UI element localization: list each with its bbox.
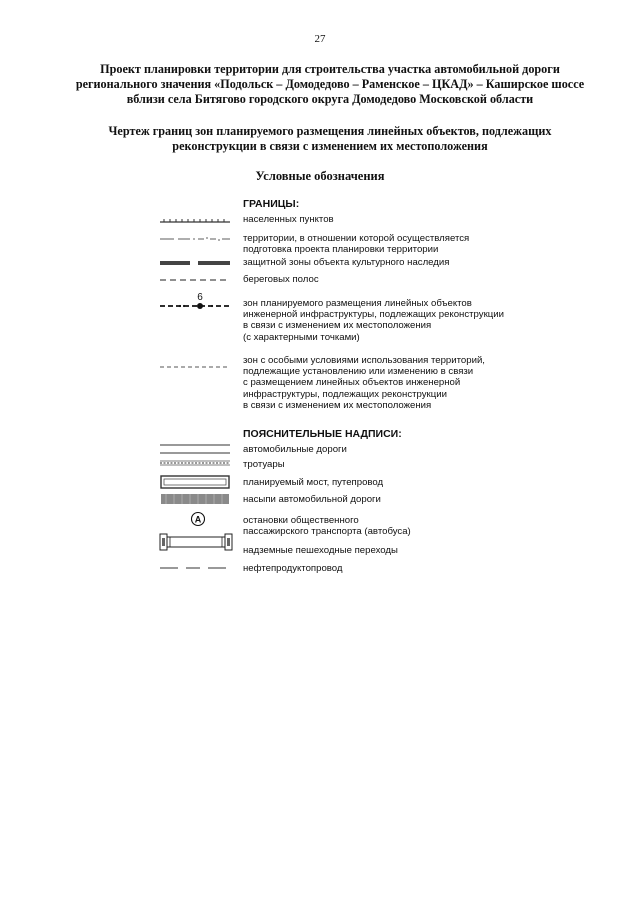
document-title — [60, 62, 600, 107]
note-item-sidewalk — [243, 459, 563, 470]
oil-pipeline-icon — [160, 564, 232, 572]
sidewalk-icon — [160, 459, 232, 467]
characteristic-point-number: 6 — [197, 292, 203, 303]
legend-text-line: (с характерными точками) — [243, 331, 360, 343]
boundary-item-settlements — [243, 214, 563, 225]
note-item-bus-stop — [243, 515, 563, 537]
legend-text-line: пассажирского транспорта (автобуса) — [243, 526, 411, 538]
legend-text-line: с размещением линейных объектов инженерной — [243, 377, 461, 389]
legend-text-line: в связи с изменением их местоположения — [243, 399, 432, 411]
pedestrian-crossing-icon — [160, 531, 232, 553]
title-line: вблизи села Битягово городского округа Домодедово Московской области — [126, 92, 534, 106]
bus-stop-icon — [160, 511, 232, 527]
note-item-oil-pipeline — [243, 563, 563, 574]
embankment-icon — [160, 493, 232, 505]
planning-territory-boundary-icon — [160, 234, 232, 244]
legend-text-line: подлежащие установлению или изменению в связи — [243, 366, 474, 378]
legend-text-line: береговых полос — [243, 274, 319, 285]
legend-text-line: территории, в отношении которой осуществляется — [243, 233, 470, 244]
legend-text-line: насыпи автомобильной дороги — [243, 494, 381, 505]
legend-text-line: тротуары — [243, 459, 285, 470]
legend-heading: Условные обозначения — [255, 169, 385, 183]
legend-text-line: нефтепродуктопровод — [243, 563, 343, 574]
bus-stop-letter: А — [194, 514, 202, 525]
heritage-protection-zone-icon — [160, 259, 232, 267]
legend-text-line: подготовка проекта планировки территории — [243, 244, 439, 256]
coastal-strip-icon — [160, 276, 232, 284]
boundary-item-heritage-zone — [243, 257, 563, 268]
legend-text-line: зон с особыми условиями использования территорий, — [243, 355, 485, 366]
legend-text-line: зон планируемого размещения линейных объектов — [243, 298, 472, 309]
settlement-boundary-icon — [160, 216, 232, 226]
boundary-item-linear-objects-zone — [243, 298, 563, 343]
page-number: 27 — [314, 33, 326, 45]
boundary-item-planning-territory — [243, 233, 563, 255]
note-item-road — [243, 444, 563, 455]
notes-heading: ПОЯСНИТЕЛЬНЫЕ НАДПИСИ: — [243, 428, 402, 440]
legend-text-line: автомобильные дороги — [243, 444, 347, 455]
legend-text-line: планируемый мост, путепровод — [243, 477, 384, 488]
legend-text-line: в связи с изменением их местоположения — [243, 320, 432, 332]
road-icon — [160, 442, 232, 456]
note-item-pedestrian-crossing — [243, 545, 563, 556]
legend-text-line: остановки общественного — [243, 515, 359, 526]
title-line: регионального значения «Подольск – Домодедово – Раменское – ЦКАД» – Каширское шоссе — [75, 77, 585, 91]
note-item-embankment — [243, 494, 563, 505]
linear-objects-zone-icon — [160, 288, 232, 312]
bridge-icon — [160, 475, 232, 489]
boundary-item-coastal-strip — [243, 274, 563, 285]
legend-text-line: инженерной инфраструктуры, подлежащих реконструкции — [243, 309, 504, 321]
boundaries-heading: ГРАНИЦЫ: — [243, 198, 300, 210]
legend-text-line: защитной зоны объекта культурного наследия — [243, 257, 450, 268]
drawing-subtitle — [60, 124, 600, 154]
subtitle-line: реконструкции в связи с изменением их местоположения — [172, 139, 488, 153]
note-item-bridge — [243, 477, 563, 488]
legend-text-line: надземные пешеходные переходы — [243, 545, 398, 556]
special-conditions-zone-icon — [160, 363, 232, 371]
title-line: Проект планировки территории для строительства участка автомобильной дороги — [100, 62, 560, 76]
legend-text-line: населенных пунктов — [243, 214, 334, 225]
boundary-item-special-conditions-zone — [243, 355, 563, 411]
legend-text-line: инфраструктуры, подлежащих реконструкции — [243, 388, 447, 400]
subtitle-line: Чертеж границ зон планируемого размещения линейных объектов, подлежащих — [108, 124, 552, 138]
